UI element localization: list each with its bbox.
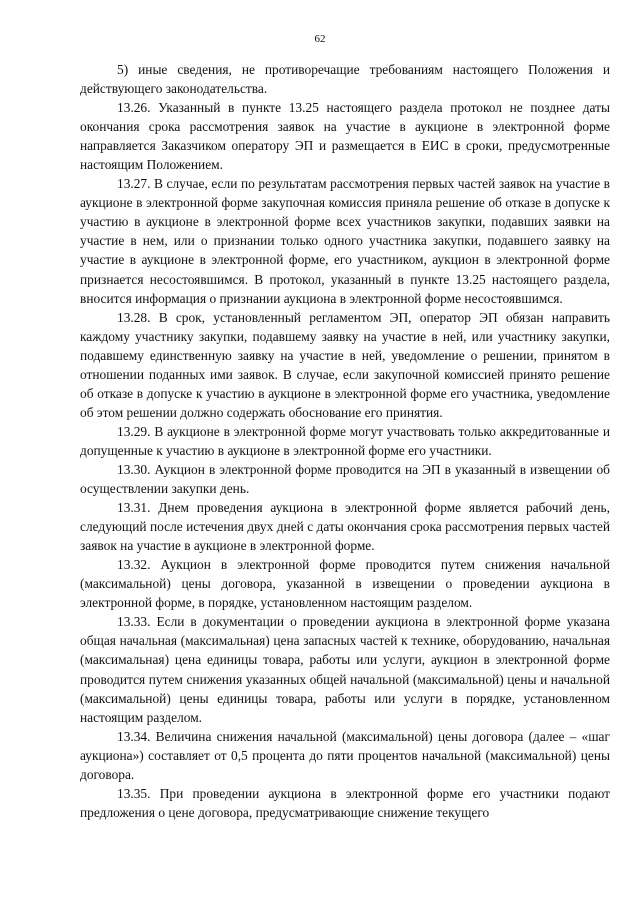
paragraph-13-26: 13.26. Указанный в пункте 13.25 настоящего раздела протокол не позднее даты окончания срока рассмотрения заявок на участие в аукционе в электронной форме направляется Заказчиком оператору ЭП и размещается в ЕИС в сроки, предусмотренные настоящим Положением. xyxy=(80,100,610,173)
paragraph-13-28: 13.28. В срок, установленный регламентом ЭП, оператор ЭП обязан направить каждому участнику закупки, подавшему заявку на участие в ней, или участнику закупки, подавшему единственную заявку на участие в ней, уведомление о решении, принятом в отношении поданных ими заявок. В случае, если закупочной комиссией принято решение об отказе в допуске к участию в аукционе в электронной форме его участника, уведомление об этом решении должно содержать обоснование его принятия. xyxy=(80,309,610,420)
document-body xyxy=(80,60,610,822)
page-number: 62 xyxy=(314,33,326,45)
paragraph-13-34: 13.34. Величина снижения начальной (максимальной) цены договора (далее – «шаг аукциона») составляет от 0,5 процента до пяти процентов начальной (максимальной) цены договора. xyxy=(80,728,610,782)
paragraph-13-33: 13.33. Если в документации о проведении аукциона в электронной форме указана общая начальная (максимальная) цена запасных частей к технике, оборудованию, начальная (максимальная) цена единицы товара, работы или услуги, аукцион в электронной форме проводится путем снижения указанных общей начальной (максимальной) цены и начальной (максимальной) цены единицы товара, работы или услуги в порядке, установленном настоящим разделом. xyxy=(80,614,610,725)
paragraph-13-32: 13.32. Аукцион в электронной форме проводится путем снижения начальной (максимальной) цены договора, указанной в извещении о проведении аукциона в электронной форме, в порядке, установленном настоящим разделом. xyxy=(80,557,610,611)
paragraph-13-29: 13.29. В аукционе в электронной форме могут участвовать только аккредитованные и допущенные к участию в аукционе в электронной форме его участники. xyxy=(80,423,610,458)
paragraph-13-31: 13.31. Днем проведения аукциона в электронной форме является рабочий день, следующий после истечения двух дней с даты окончания срока рассмотрения первых частей заявок на участие в аукционе в электронной форме. xyxy=(80,500,610,554)
paragraph-13-30: 13.30. Аукцион в электронной форме проводится на ЭП в указанный в извещении об осуществлении закупки день. xyxy=(80,461,610,497)
paragraph-13-35: 13.35. При проведении аукциона в электронной форме его участники подают предложения о цене договора, предусматривающие снижение текущего xyxy=(80,785,610,820)
paragraph-13-27: 13.27. В случае, если по результатам рассмотрения первых частей заявок на участие в аукционе в электронной форме закупочная комиссия приняла решение об отказе в допуске к участию в аукционе в электронной форме всех участников закупки, подавших заявки на участие в нем, или о признании только одного участника закупки, подавшего заявку на участие в аукционе в электронной форме, его участником, аукцион в электронной форме признается несостоявшимся. В протокол, указанный в пункте 13.25 настоящего раздела, вносится информация о признании аукциона в электронной форме несостоявшимся. xyxy=(80,176,610,306)
paragraph-item-5: 5) иные сведения, не противоречащие требованиям настоящего Положения и действующего законодательства. xyxy=(80,62,610,97)
